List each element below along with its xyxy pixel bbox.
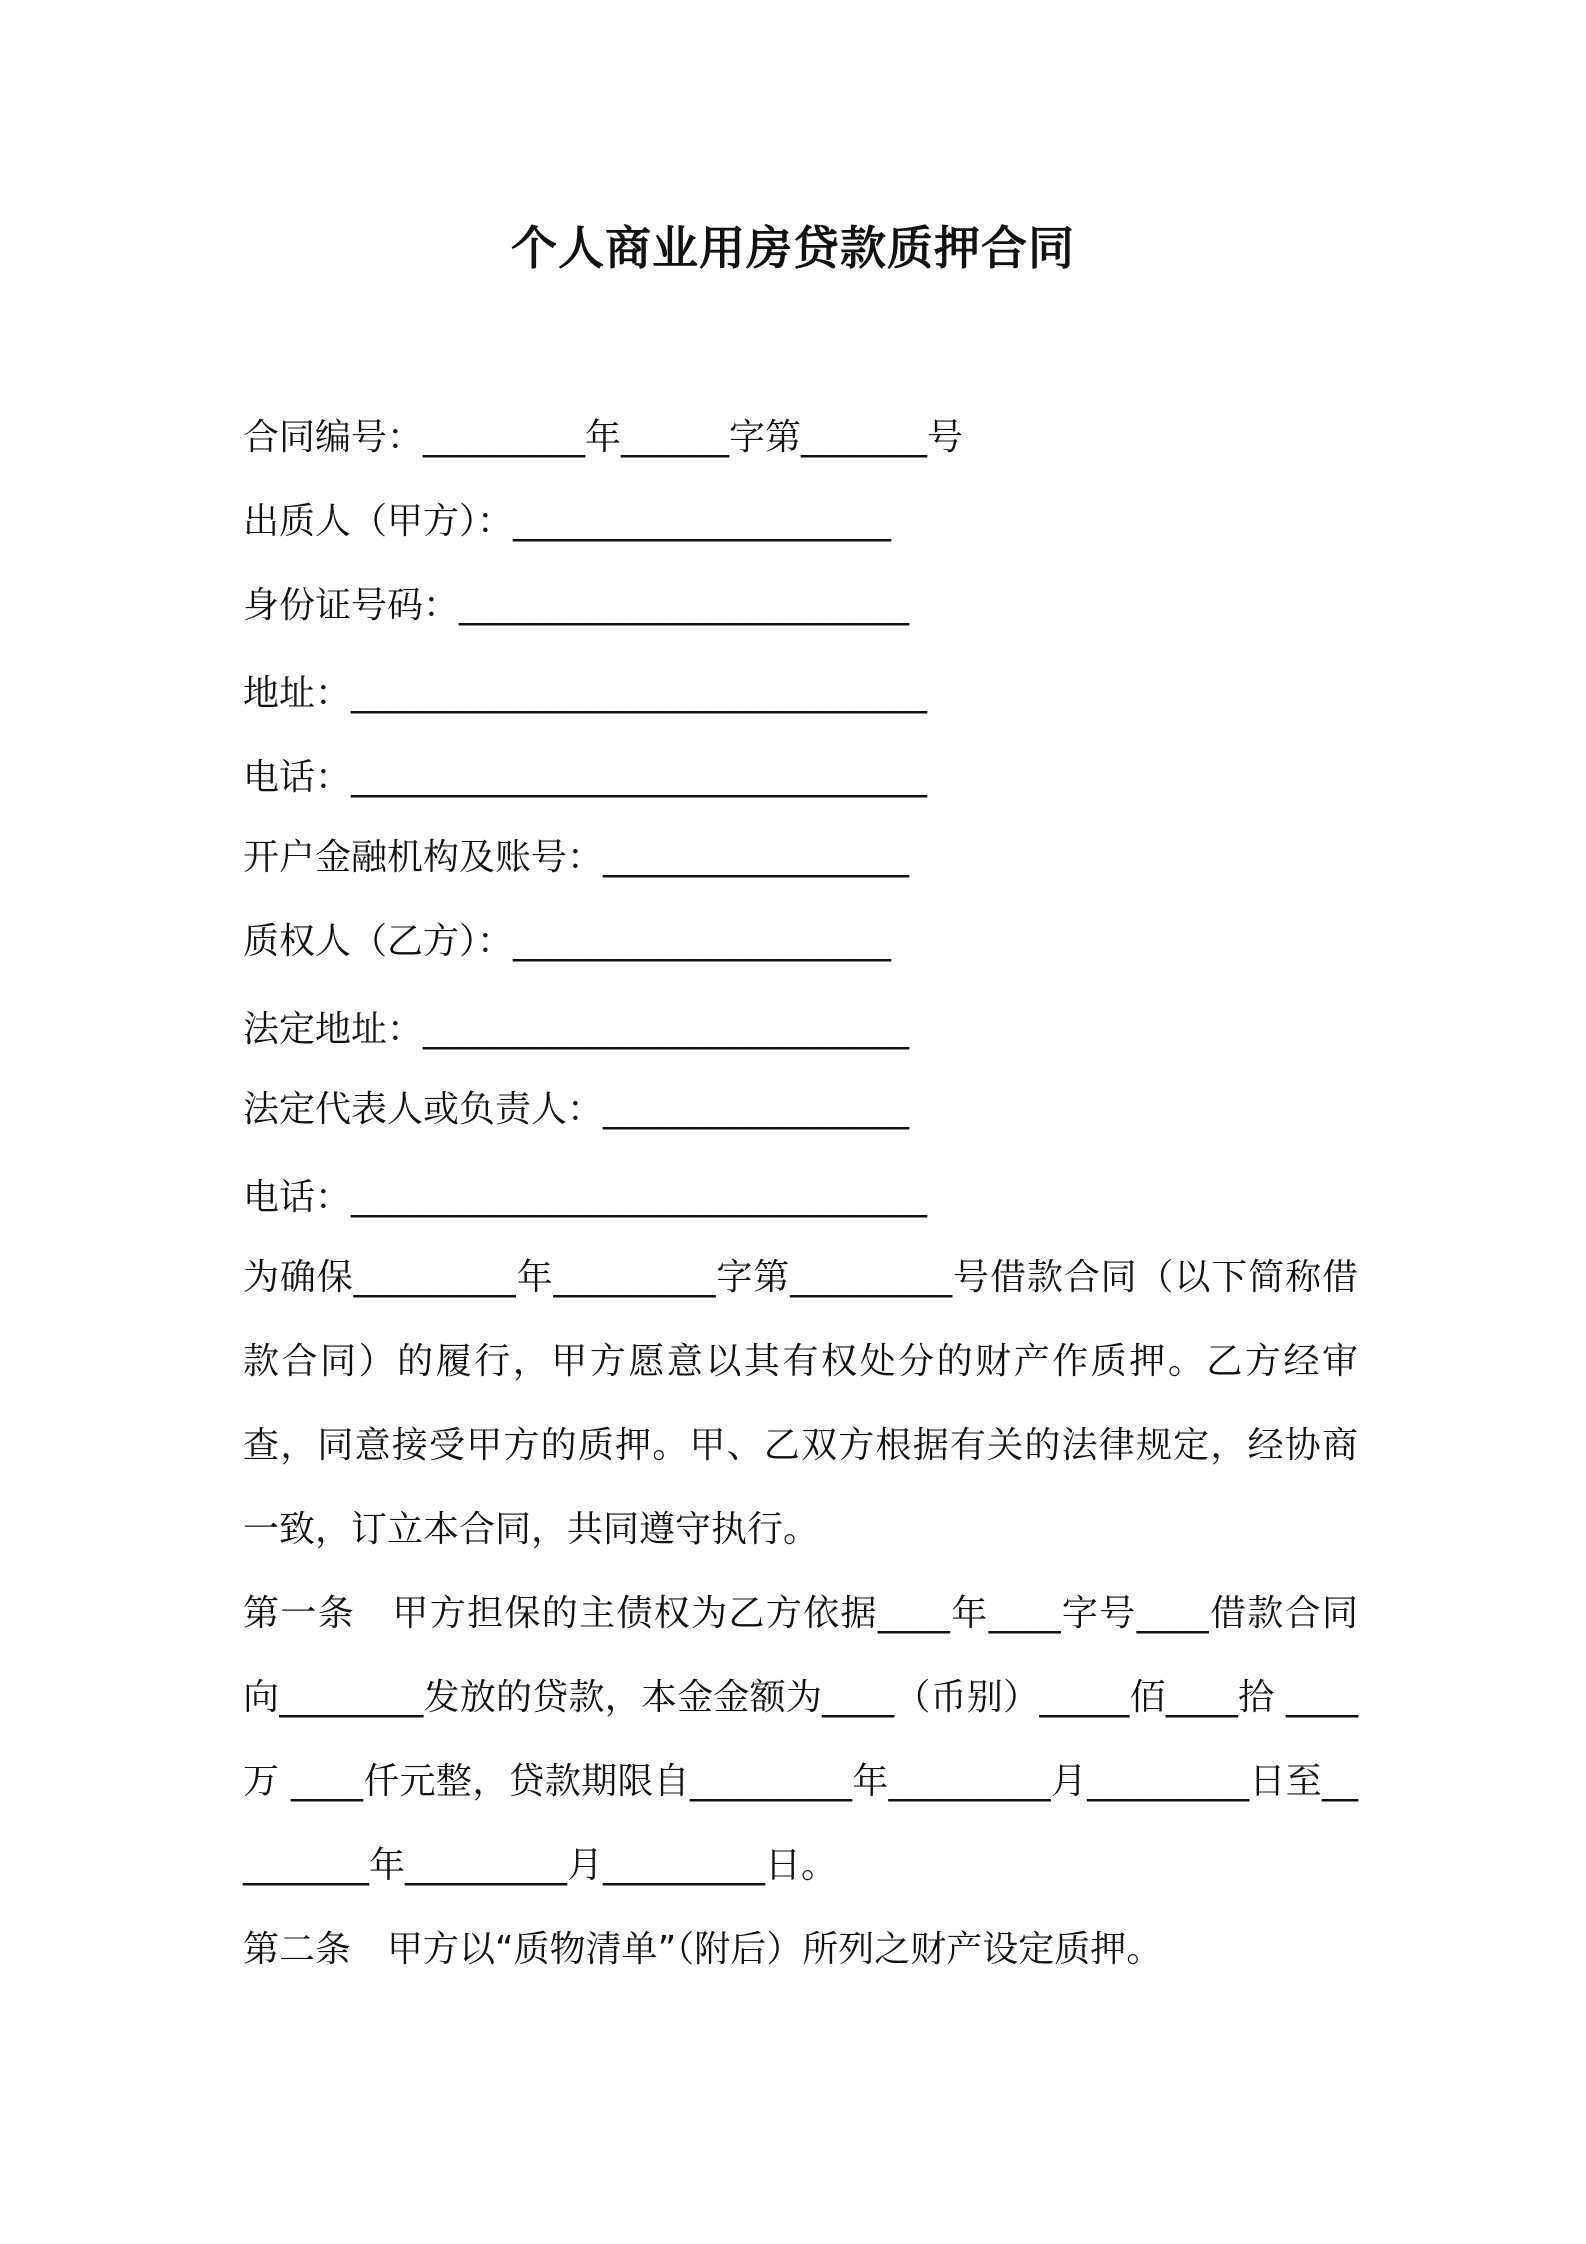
field-phone-2: 电话：________________________________ bbox=[243, 1177, 928, 1218]
field-phone: 电话：________________________________ bbox=[243, 757, 928, 798]
field-address: 地址：________________________________ bbox=[243, 673, 928, 714]
field-id-number: 身份证号码：_________________________ bbox=[243, 585, 910, 626]
field-bank-account: 开户金融机构及账号：_________________ bbox=[243, 837, 910, 878]
article-1: 第一条 甲方担保的主债权为乙方依据____年____字号____借款合同向________发放的贷款，本金金额为____（币别）_____佰____拾 ____万 ____仟元整，贷款期限自_________年_________月_________日至_________年_________月_________日。 bbox=[243, 1593, 1358, 1886]
preamble-paragraph: 为确保_________年_________字第_________号借款合同（以下简称借款合同）的履行，甲方愿意以其有权处分的财产作质押。乙方经审查，同意接受甲方的质押。甲、乙双方根据有关的法律规定，经协商一致，订立本合同，共同遵守执行。 bbox=[243, 1257, 1358, 1550]
field-pledgee: 质权人（乙方）：_____________________ bbox=[243, 921, 892, 962]
field-pledgor: 出质人（甲方）：_____________________ bbox=[243, 501, 892, 542]
field-contract-number: 合同编号：_________年______字第_______号 bbox=[243, 417, 964, 458]
field-legal-address: 法定地址：___________________________ bbox=[243, 1009, 910, 1050]
document-title: 个人商业用房贷款质押合同 bbox=[511, 221, 1075, 275]
article-2: 第二条 甲方以“质物清单”（附后）所列之财产设定质押。 bbox=[243, 1929, 1163, 1970]
field-legal-representative: 法定代表人或负责人：_________________ bbox=[243, 1089, 910, 1130]
